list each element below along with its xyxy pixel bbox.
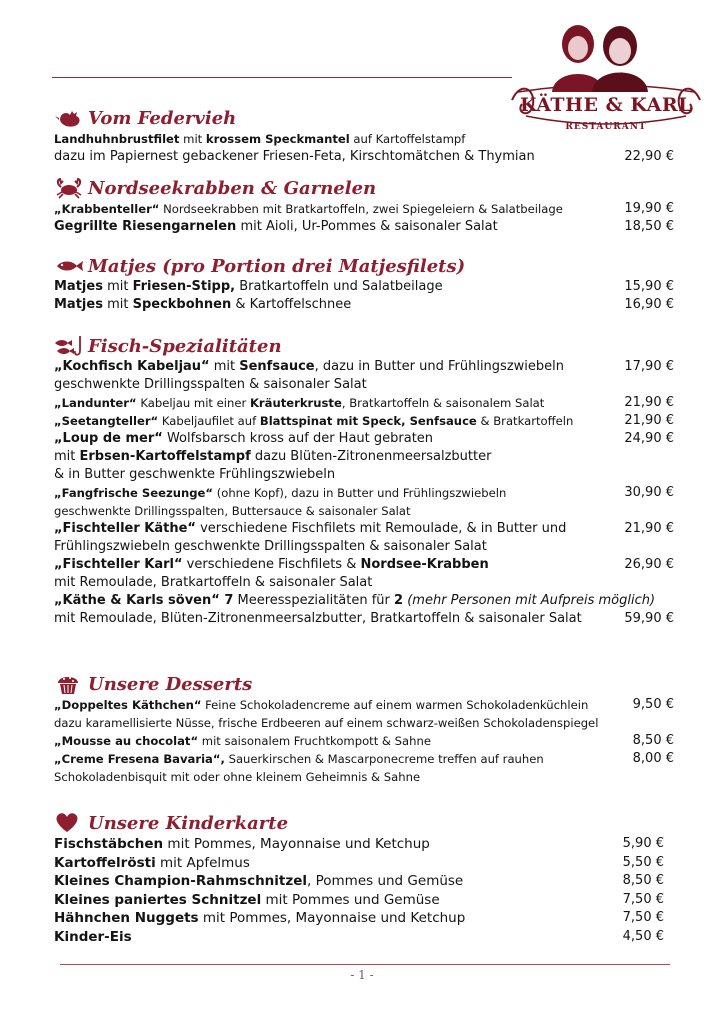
dish-name: Speckbohnen <box>132 297 232 312</box>
dish-name: krossem Speckmantel <box>205 132 350 146</box>
menu-item-price: 22,90 € <box>624 149 674 164</box>
dish-text: mit Remoulade, Blüten-Zitronenmeersalzbutter, Bratkartoffeln & saisonaler Salat <box>54 611 582 626</box>
menu-item-description <box>54 148 674 166</box>
menu-item <box>54 872 674 891</box>
menu-item-description <box>54 750 674 768</box>
menu-items <box>54 130 674 166</box>
dish-text: mit <box>102 297 133 312</box>
section-heading <box>54 334 674 358</box>
menu-item-description <box>54 592 674 610</box>
section-title: Unsere Desserts <box>88 673 253 695</box>
menu-item-description <box>54 394 674 412</box>
dish-name: „Käthe & Karls söven“ 7 <box>54 593 234 608</box>
dish-text: mit <box>209 359 240 374</box>
dish-name: Fischstäbchen <box>54 836 164 852</box>
bottom-divider <box>60 964 670 965</box>
dish-name: Kleines paniertes Schnitzel <box>54 891 262 908</box>
menu-items <box>54 696 674 786</box>
menu-item-description <box>54 574 674 592</box>
menu-item-description <box>54 556 674 574</box>
dish-text: , Pommes und Gemüse <box>307 873 464 889</box>
dish-text: Sauerkirschen & Mascarponecreme treffen auf rauhen <box>224 752 544 766</box>
dish-text: Nordseekrabben mit Bratkartoffeln, zwei Spiegeleiern & Salatbeilage <box>159 202 563 216</box>
dish-name: „Seetangteller“ <box>54 414 159 428</box>
section-kinderkarte <box>54 811 674 946</box>
menu-item-price: 4,50 € <box>622 928 664 944</box>
section-title: Nordseekrabben & Garnelen <box>88 177 377 199</box>
menu-item-description <box>54 218 674 236</box>
menu-item-description <box>54 376 674 394</box>
top-divider <box>52 77 512 78</box>
dish-name: Gegrillte Riesengarnelen <box>54 219 237 234</box>
menu-item-description <box>54 891 674 910</box>
dish-text: mit <box>179 132 206 146</box>
fish-and-hook-icon <box>54 335 84 357</box>
dish-text: Wolfsbarsch kross auf der Haut gebraten <box>162 431 434 446</box>
menu-item <box>54 278 674 296</box>
menu-item-price: 19,90 € <box>624 201 674 216</box>
dish-text: Bratkartoffeln und Salatbeilage <box>235 279 443 294</box>
dish-text: auf Kartoffelstampf <box>349 132 466 146</box>
menu-item <box>54 200 674 218</box>
menu-item <box>54 430 674 448</box>
dish-text: mit Remoulade, Bratkartoffeln & saisonaler Salat <box>54 575 373 590</box>
menu-item-description <box>54 854 674 873</box>
dish-name: Erbsen-Kartoffelstampf <box>79 449 251 464</box>
dish-name: „Fischteller Karl“ <box>54 557 183 572</box>
menu-item <box>54 148 674 166</box>
menu-item <box>54 502 674 520</box>
menu-item <box>54 296 674 314</box>
dish-name: „Loup de mer“ <box>54 431 163 446</box>
section-title: Unsere Kinderkarte <box>88 812 289 834</box>
dish-name: „Doppeltes Käthchen“ <box>54 698 202 712</box>
menu-item-description <box>54 520 674 538</box>
menu-item <box>54 835 674 854</box>
menu-item <box>54 714 674 732</box>
dish-text: mit <box>54 449 80 464</box>
menu-item <box>54 376 674 394</box>
menu-items <box>54 835 674 946</box>
section-title: Matjes (pro Portion drei Matjesfilets) <box>88 255 466 277</box>
dish-text: mit Apfelmus <box>155 854 250 871</box>
section-nordseekrabben <box>54 176 674 236</box>
menu-item-price: 7,50 € <box>622 891 664 907</box>
menu-item-description <box>54 928 674 947</box>
dish-text: Schokoladenbisquit mit oder ohne kleinem Geheimnis & Sahne <box>54 770 421 784</box>
menu-item <box>54 854 674 873</box>
menu-item-price: 8,00 € <box>632 751 674 766</box>
section-federvieh <box>54 106 674 166</box>
menu-item-description <box>54 835 674 854</box>
dish-text: & Bratkartoffeln <box>476 414 574 428</box>
menu-item-description <box>54 130 674 148</box>
menu-item <box>54 909 674 928</box>
menu-item <box>54 466 674 484</box>
menu-item <box>54 412 674 430</box>
dish-name: Hähnchen Nuggets <box>54 910 199 926</box>
menu-item-price: 24,90 € <box>624 431 674 446</box>
menu-item <box>54 130 674 148</box>
dish-name: Kinder-Eis <box>54 928 132 945</box>
menu-item-description <box>54 502 674 520</box>
crab-icon <box>54 177 84 199</box>
menu-item-price: 18,50 € <box>624 219 674 234</box>
dish-name: Landhuhnbrustfilet <box>54 132 180 146</box>
dish-name: 2 <box>394 593 404 608</box>
menu-item-price: 5,90 € <box>622 836 664 851</box>
menu-item-description <box>54 412 674 430</box>
menu-item-price: 30,90 € <box>624 485 674 500</box>
dish-text: verschiedene Fischfilets mit Remoulade, & in Butter und <box>195 521 567 536</box>
dish-text: mit <box>102 279 133 294</box>
menu-item <box>54 448 674 466</box>
dish-name: Matjes <box>54 279 103 294</box>
menu-item-description <box>54 484 674 502</box>
menu-item-price: 26,90 € <box>624 557 674 572</box>
dish-text: dazu im Papiernest gebackener Friesen-Feta, Kirschtomätchen & Thymian <box>54 149 535 164</box>
dish-text: geschwenkte Drillingsspalten, Buttersauce & saisonaler Salat <box>54 504 411 518</box>
dish-name: „Mousse au chocolat“ <box>54 734 199 748</box>
menu-item <box>54 484 674 502</box>
menu-item <box>54 394 674 412</box>
menu-item-description <box>54 610 674 628</box>
section-heading <box>54 106 674 130</box>
menu-item <box>54 358 674 376</box>
dish-text: & Kartoffelschnee <box>231 297 352 312</box>
dish-text: verschiedene Fischfilets & <box>182 557 361 572</box>
dish-text: , Bratkartoffeln & saisonalem Salat <box>341 396 545 410</box>
dish-name: „Kochfisch Kabeljau“ <box>54 359 210 374</box>
menu-item-description <box>54 358 674 376</box>
menu-item-description <box>54 296 674 314</box>
dish-name: Senfsauce <box>239 359 315 374</box>
section-heading <box>54 672 674 696</box>
dish-text: (mehr Personen mit Aufpreis möglich) <box>407 593 656 608</box>
menu-item-description <box>54 714 674 732</box>
menu-item-price: 15,90 € <box>624 279 674 294</box>
menu-item <box>54 574 674 592</box>
dish-name: „Fischteller Käthe“ <box>54 521 196 536</box>
dish-name: Kleines Champion-Rahmschnitzel <box>54 873 308 889</box>
dish-text: mit saisonalem Fruchtkompott & Sahne <box>198 734 431 748</box>
dish-text: (ohne Kopf), dazu in Butter und Frühlingszwiebeln <box>213 486 507 500</box>
dish-name: „Landunter“ <box>54 396 137 410</box>
menu-item-description <box>54 768 674 786</box>
menu-item-description <box>54 448 674 466</box>
dish-name: „Creme Fresena Bavaria“, <box>54 752 225 766</box>
menu-items <box>54 200 674 236</box>
dish-name: Blattspinat mit Speck, Senfsauce <box>259 414 477 428</box>
section-matjes <box>54 254 674 314</box>
dish-text: Frühlingszwiebeln geschwenkte Drillingsspalten & saisonaler Salat <box>54 539 487 554</box>
dish-name: Nordsee-Krabben <box>360 557 489 572</box>
dish-name: Matjes <box>54 297 103 312</box>
dish-text: mit Pommes und Gemüse <box>261 891 440 908</box>
menu-item <box>54 696 674 714</box>
menu-item <box>54 520 674 538</box>
dish-text: Meeresspezialitäten für <box>233 593 395 608</box>
menu-item-price: 9,50 € <box>632 697 674 712</box>
dish-text: geschwenkte Drillingsspalten & saisonaler Salat <box>54 377 367 392</box>
section-title: Vom Federvieh <box>88 107 237 129</box>
section-heading <box>54 811 674 835</box>
page-number: - 1 - <box>350 968 374 982</box>
chicken-icon <box>54 107 84 129</box>
dish-name: Friesen-Stipp, <box>132 279 236 294</box>
menu-item <box>54 768 674 786</box>
dish-name: Kräuterkruste <box>249 396 342 410</box>
menu-item <box>54 928 674 947</box>
menu-item-price: 5,50 € <box>622 854 664 870</box>
menu-item-description <box>54 278 674 296</box>
menu-items <box>54 358 674 628</box>
menu-item <box>54 750 674 768</box>
dish-text: dazu Blüten-Zitronenmeersalzbutter <box>250 449 492 464</box>
menu-item-description <box>54 538 674 556</box>
menu-item-description <box>54 732 674 750</box>
menu-item-price: 8,50 € <box>622 873 664 888</box>
section-heading <box>54 176 674 200</box>
section-title: Fisch-Spezialitäten <box>88 335 282 357</box>
logo-title: KÄTHE & KARL <box>519 94 693 116</box>
section-heading <box>54 254 674 278</box>
menu-item-description <box>54 909 674 928</box>
menu-item <box>54 610 674 628</box>
menu-item <box>54 732 674 750</box>
menu-item <box>54 556 674 574</box>
menu-item <box>54 592 674 610</box>
fish-icon <box>54 255 84 277</box>
muffin-icon <box>54 673 84 695</box>
menu-item-price: 21,90 € <box>624 413 674 428</box>
dish-text: mit Pommes, Mayonnaise und Ketchup <box>198 910 466 926</box>
dish-text: Kabeljau mit einer <box>136 396 250 410</box>
menu-item-price: 21,90 € <box>624 521 674 536</box>
dish-text: Feine Schokoladencreme auf einem warmen Schokoladenküchlein <box>201 698 589 712</box>
menu-item-price: 16,90 € <box>624 297 674 312</box>
menu-item <box>54 538 674 556</box>
menu-item <box>54 218 674 236</box>
menu-items <box>54 278 674 314</box>
dish-text: dazu karamellisierte Nüsse, frische Erdbeeren auf einem schwarz-weißen Schokoladenspiegel <box>54 716 599 730</box>
dish-name: Kartoffelrösti <box>54 854 156 871</box>
heart-icon <box>54 812 84 834</box>
dish-text: Kabeljaufilet auf <box>158 414 260 428</box>
menu-item-price: 59,90 € <box>624 611 674 626</box>
menu-item-description <box>54 430 674 448</box>
menu-item-price: 17,90 € <box>624 359 674 374</box>
dish-text: & in Butter geschwenkte Frühlingszwiebeln <box>54 467 336 482</box>
menu-item-description <box>54 200 674 218</box>
section-desserts <box>54 672 674 786</box>
logo-subtitle: RESTAURANT <box>565 122 647 132</box>
dish-name: „Fangfrische Seezunge“ <box>54 486 214 500</box>
dish-name: „Krabbenteller“ <box>54 202 160 216</box>
section-fisch-spezialitaeten <box>54 334 674 628</box>
menu-item <box>54 891 674 910</box>
menu-item-description <box>54 466 674 484</box>
dish-text: , dazu in Butter und Frühlingszwiebeln <box>314 359 564 374</box>
dish-text: mit Pommes, Mayonnaise und Ketchup <box>163 836 430 852</box>
menu-item-description <box>54 696 674 714</box>
menu-item-description <box>54 872 674 891</box>
menu-item-price: 21,90 € <box>624 395 674 410</box>
dish-text: mit Aioli, Ur-Pommes & saisonaler Salat <box>236 219 498 234</box>
menu-item-price: 7,50 € <box>622 910 664 925</box>
menu-item-price: 8,50 € <box>632 733 674 748</box>
